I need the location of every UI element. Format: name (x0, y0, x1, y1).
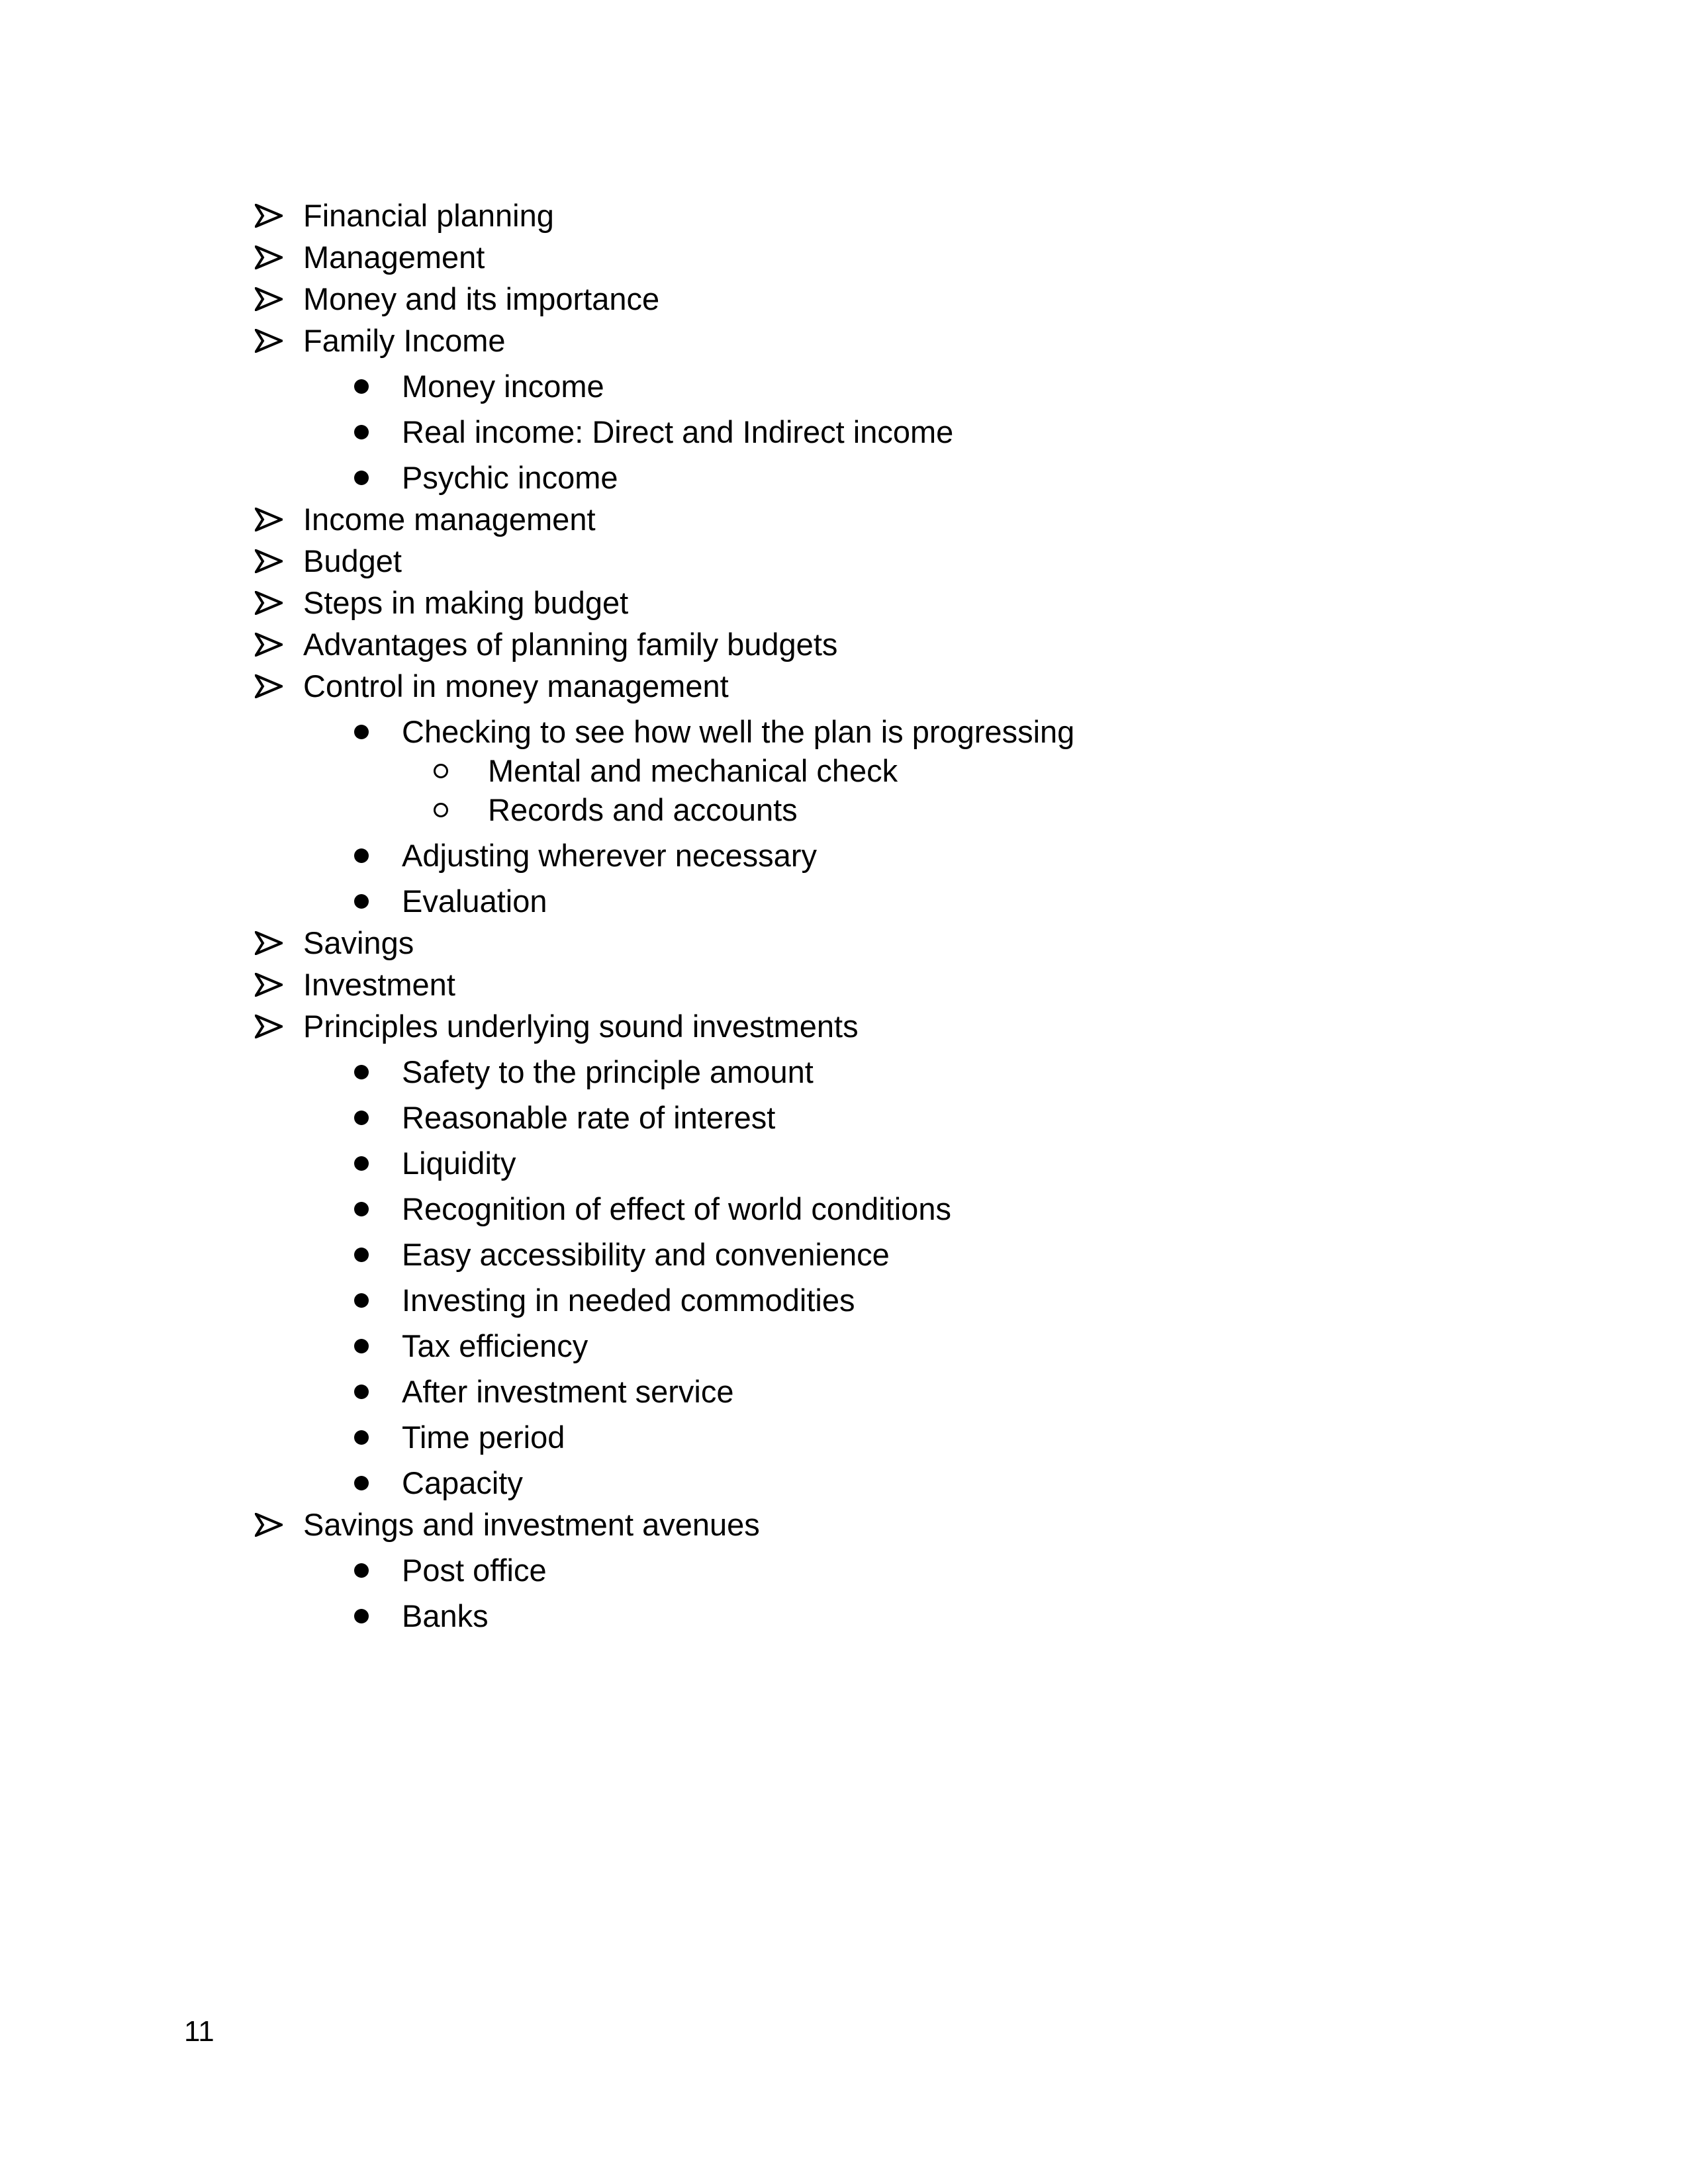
outline-item-text: Psychic income (402, 460, 618, 495)
outline-item-text: Mental and mechanical check (488, 753, 898, 788)
circle-bullet-icon (434, 764, 448, 778)
outline-item-text: Records and accounts (488, 792, 798, 827)
outline-item-text: Investment (303, 967, 455, 1002)
arrow-bullet-icon (255, 931, 283, 955)
outline-item-text: After investment service (402, 1374, 734, 1409)
outline-item-text: Evaluation (402, 884, 547, 919)
outline-item-text: Real income: Direct and Indirect income (402, 414, 954, 449)
disc-bullet-icon (354, 1430, 369, 1445)
disc-bullet-icon (354, 1339, 369, 1353)
disc-bullet-icon (354, 1385, 369, 1399)
disc-bullet-icon (354, 379, 369, 394)
outline-item-text: Capacity (402, 1465, 523, 1500)
disc-bullet-icon (354, 1293, 369, 1308)
arrow-bullet-icon (255, 633, 283, 657)
outline-item-text: Family Income (303, 323, 506, 358)
outline-item-text: Principles underlying sound investments (303, 1009, 859, 1044)
outline-item-text: Steps in making budget (303, 585, 629, 620)
disc-bullet-icon (354, 1202, 369, 1216)
outline-item-text: Reasonable rate of interest (402, 1100, 776, 1135)
outline-item-text: Advantages of planning family budgets (303, 627, 838, 662)
outline-item-text: Liquidity (402, 1146, 516, 1181)
arrow-bullet-icon (255, 204, 283, 228)
arrow-bullet-icon (255, 549, 283, 573)
outline-item-text: Savings (303, 925, 414, 960)
outline-item-text: Banks (402, 1598, 489, 1633)
disc-bullet-icon (354, 848, 369, 863)
outline-item-text: Money income (402, 369, 604, 404)
outline-item-text: Control in money management (303, 668, 729, 704)
disc-bullet-icon (354, 1248, 369, 1262)
disc-bullet-icon (354, 425, 369, 439)
arrow-bullet-icon (255, 246, 283, 269)
outline-item-text: Post office (402, 1553, 547, 1588)
outline-item-text: Financial planning (303, 198, 554, 233)
circle-bullet-icon (434, 803, 448, 817)
disc-bullet-icon (354, 894, 369, 909)
outline-item-text: Budget (303, 543, 402, 578)
arrow-bullet-icon (255, 973, 283, 997)
arrow-bullet-icon (255, 674, 283, 698)
outline-item-text: Management (303, 240, 485, 275)
outline-item-text: Safety to the principle amount (402, 1054, 814, 1089)
disc-bullet-icon (354, 1065, 369, 1079)
outline-item-text: Investing in needed commodities (402, 1283, 855, 1318)
outline-item-text: Tax efficiency (402, 1328, 588, 1363)
outline-item-text: Time period (402, 1420, 565, 1455)
arrow-bullet-icon (255, 508, 283, 531)
page-number: 11 (184, 2015, 214, 2048)
disc-bullet-icon (354, 1156, 369, 1171)
disc-bullet-icon (354, 1609, 369, 1623)
disc-bullet-icon (354, 471, 369, 485)
outline-item-text: Adjusting wherever necessary (402, 838, 817, 873)
disc-bullet-icon (354, 1563, 369, 1578)
arrow-bullet-icon (255, 591, 283, 615)
outline-item-text: Money and its importance (303, 281, 660, 316)
arrow-bullet-icon (255, 1513, 283, 1537)
disc-bullet-icon (354, 1476, 369, 1490)
outline-item-text: Checking to see how well the plan is progressing (402, 714, 1075, 749)
outline-item-text: Income management (303, 502, 596, 537)
disc-bullet-icon (354, 725, 369, 739)
disc-bullet-icon (354, 1111, 369, 1125)
arrow-bullet-icon (255, 287, 283, 311)
outline-item-text: Easy accessibility and convenience (402, 1237, 890, 1272)
arrow-bullet-icon (255, 329, 283, 353)
arrow-bullet-icon (255, 1015, 283, 1038)
outline-item-text: Savings and investment avenues (303, 1507, 760, 1542)
outline-item-text: Recognition of effect of world conditions (402, 1191, 951, 1226)
